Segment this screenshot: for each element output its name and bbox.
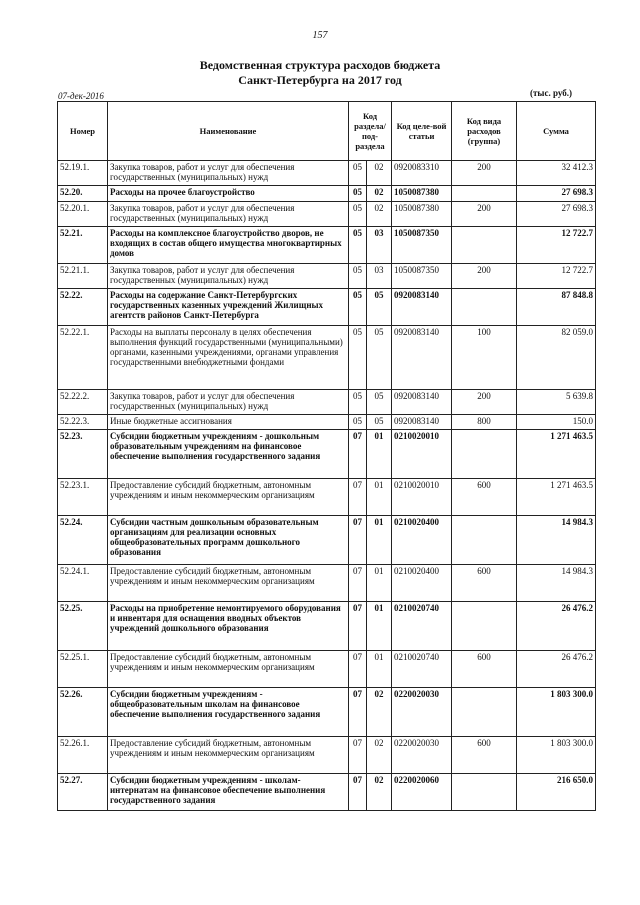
row-subsection: 05: [367, 289, 392, 326]
row-sum: 26 476.2: [517, 651, 596, 688]
row-expense-code: 600: [452, 565, 517, 602]
row-expense-code: [452, 774, 517, 811]
row-sum: 26 476.2: [517, 602, 596, 651]
row-target-code: 0210020010: [392, 430, 452, 479]
row-name: Расходы на комплексное благоустройство дворов, не входящих в состав общего имущества многоквартирных домов: [108, 227, 349, 264]
row-target-code: 0920083140: [392, 415, 452, 430]
row-subsection: 01: [367, 565, 392, 602]
row-target-code: 1050087380: [392, 186, 452, 202]
row-target-code: 0220020030: [392, 737, 452, 774]
row-section: 07: [349, 602, 367, 651]
row-expense-code: 200: [452, 264, 517, 289]
table-row: [58, 390, 596, 415]
row-subsection: 05: [367, 390, 392, 415]
row-number: 52.22.3.: [58, 415, 108, 430]
row-target-code: 0210020010: [392, 479, 452, 516]
table-row: [58, 688, 596, 737]
row-number: 52.24.1.: [58, 565, 108, 602]
row-name: Расходы на содержание Санкт-Петербургских государственных казенных учреждений Жилищных агентств районов Санкт-Петербурга: [108, 289, 349, 326]
row-number: 52.23.1.: [58, 479, 108, 516]
document-title: [0, 58, 640, 88]
row-number: 52.26.: [58, 688, 108, 737]
row-subsection: 01: [367, 602, 392, 651]
row-number: 52.22.: [58, 289, 108, 326]
row-expense-code: [452, 602, 517, 651]
table-row: [58, 602, 596, 651]
header-number: Номер: [58, 102, 108, 161]
row-subsection: 02: [367, 688, 392, 737]
row-section: 05: [349, 415, 367, 430]
row-sum: 150.0: [517, 415, 596, 430]
row-name: Расходы на приобретение немонтируемого оборудования и инвентаря для оснащения вводных объектов учреждений дошкольного образования: [108, 602, 349, 651]
header-target-code: Код целе-вой статьи: [392, 102, 452, 161]
row-section: 07: [349, 479, 367, 516]
row-subsection: 02: [367, 202, 392, 227]
row-sum: 12 722.7: [517, 227, 596, 264]
row-name: Закупка товаров, работ и услуг для обеспечения государственных (муниципальных) нужд: [108, 264, 349, 289]
row-section: 07: [349, 516, 367, 565]
row-name: Предоставление субсидий бюджетным, автономным учреждениям и иным некоммерческим организациям: [108, 479, 349, 516]
row-number: 52.20.: [58, 186, 108, 202]
row-number: 52.25.: [58, 602, 108, 651]
row-target-code: 0210020740: [392, 651, 452, 688]
row-target-code: 0210020740: [392, 602, 452, 651]
budget-table: [57, 101, 596, 811]
row-target-code: 0920083310: [392, 161, 452, 186]
row-target-code: 1050087350: [392, 264, 452, 289]
row-sum: 1 803 300.0: [517, 737, 596, 774]
row-expense-code: [452, 186, 517, 202]
table-row: [58, 202, 596, 227]
row-section: 05: [349, 264, 367, 289]
table-row: [58, 186, 596, 202]
table-row: [58, 516, 596, 565]
row-section: 07: [349, 774, 367, 811]
table-row: [58, 289, 596, 326]
row-name: Иные бюджетные ассигнования: [108, 415, 349, 430]
row-expense-code: 200: [452, 202, 517, 227]
table-row: [58, 774, 596, 811]
row-section: 05: [349, 202, 367, 227]
row-number: 52.25.1.: [58, 651, 108, 688]
table-row: [58, 415, 596, 430]
row-name: Предоставление субсидий бюджетным, автономным учреждениям и иным некоммерческим организациям: [108, 737, 349, 774]
row-expense-code: 600: [452, 737, 517, 774]
row-sum: 87 848.8: [517, 289, 596, 326]
row-expense-code: 100: [452, 326, 517, 390]
row-name: Предоставление субсидий бюджетным, автономным учреждениям и иным некоммерческим организациям: [108, 651, 349, 688]
row-sum: 14 984.3: [517, 565, 596, 602]
row-subsection: 01: [367, 430, 392, 479]
row-sum: 82 059.0: [517, 326, 596, 390]
document-date: 07-дек-2016: [58, 91, 104, 101]
row-number: 52.24.: [58, 516, 108, 565]
row-subsection: 02: [367, 774, 392, 811]
row-target-code: 1050087380: [392, 202, 452, 227]
row-name: Закупка товаров, работ и услуг для обеспечения государственных (муниципальных) нужд: [108, 161, 349, 186]
row-section: 05: [349, 289, 367, 326]
row-section: 05: [349, 326, 367, 390]
table-row: [58, 479, 596, 516]
row-name: Закупка товаров, работ и услуг для обеспечения государственных (муниципальных) нужд: [108, 390, 349, 415]
row-section: 07: [349, 430, 367, 479]
row-number: 52.21.1.: [58, 264, 108, 289]
row-number: 52.19.1.: [58, 161, 108, 186]
row-sum: 216 650.0: [517, 774, 596, 811]
page-number: 157: [312, 30, 328, 41]
row-section: 05: [349, 227, 367, 264]
row-target-code: 0920083140: [392, 289, 452, 326]
row-sum: 27 698.3: [517, 186, 596, 202]
table-row: [58, 737, 596, 774]
table-row: [58, 565, 596, 602]
row-target-code: 0220020030: [392, 688, 452, 737]
row-name: Субсидии бюджетным учреждениям - дошкольным образовательным учреждениям на финансовое обеспечение выполнения государственного задания: [108, 430, 349, 479]
row-section: 05: [349, 390, 367, 415]
row-expense-code: [452, 688, 517, 737]
row-section: 07: [349, 651, 367, 688]
row-section: 07: [349, 688, 367, 737]
title-line-1: Ведомственная структура расходов бюджета: [199, 58, 441, 72]
header-expense-code: Код вида расходов (группа): [452, 102, 517, 161]
row-section: 05: [349, 186, 367, 202]
row-sum: 1 271 463.5: [517, 430, 596, 479]
row-sum: 27 698.3: [517, 202, 596, 227]
row-target-code: 0920083140: [392, 326, 452, 390]
row-target-code: 0220020060: [392, 774, 452, 811]
row-target-code: 0920083140: [392, 390, 452, 415]
row-section: 07: [349, 737, 367, 774]
row-subsection: 03: [367, 227, 392, 264]
row-number: 52.22.2.: [58, 390, 108, 415]
row-expense-code: 200: [452, 161, 517, 186]
row-subsection: 02: [367, 161, 392, 186]
row-subsection: 05: [367, 326, 392, 390]
table-row: [58, 227, 596, 264]
row-sum: 1 803 300.0: [517, 688, 596, 737]
table-header-row: [58, 102, 596, 161]
header-name: Наименование: [108, 102, 349, 161]
row-number: 52.20.1.: [58, 202, 108, 227]
row-sum: 14 984.3: [517, 516, 596, 565]
row-target-code: 1050087350: [392, 227, 452, 264]
table-row: [58, 161, 596, 186]
row-sum: 32 412.3: [517, 161, 596, 186]
row-number: 52.26.1.: [58, 737, 108, 774]
table-row: [58, 430, 596, 479]
row-name: Субсидии бюджетным учреждениям - школам-интернатам на финансовое обеспечение выполнения государственного задания: [108, 774, 349, 811]
row-expense-code: 600: [452, 479, 517, 516]
row-subsection: 02: [367, 737, 392, 774]
row-sum: 12 722.7: [517, 264, 596, 289]
row-sum: 5 639.8: [517, 390, 596, 415]
row-number: 52.21.: [58, 227, 108, 264]
row-number: 52.22.1.: [58, 326, 108, 390]
row-target-code: 0210020400: [392, 565, 452, 602]
row-subsection: 01: [367, 516, 392, 565]
units-label: (тыс. руб.): [530, 88, 572, 98]
row-section: 05: [349, 161, 367, 186]
row-subsection: 03: [367, 264, 392, 289]
row-expense-code: 800: [452, 415, 517, 430]
row-subsection: 01: [367, 479, 392, 516]
title-line-2: Санкт-Петербурга на 2017 год: [238, 73, 402, 87]
row-section: 07: [349, 565, 367, 602]
row-subsection: 02: [367, 186, 392, 202]
row-name: Расходы на выплаты персоналу в целях обеспечения выполнения функций государственными (муниципальными) органами, казенными учреждениями, органами управления государственными внебюджетными фондами: [108, 326, 349, 390]
row-subsection: 05: [367, 415, 392, 430]
row-expense-code: 600: [452, 651, 517, 688]
header-sum: Сумма: [517, 102, 596, 161]
table-row: [58, 651, 596, 688]
row-name: Предоставление субсидий бюджетным, автономным учреждениям и иным некоммерческим организациям: [108, 565, 349, 602]
row-name: Субсидии частным дошкольным образовательным организациям для реализации основных общеобразовательных программ дошкольного образования: [108, 516, 349, 565]
table-row: [58, 326, 596, 390]
row-expense-code: [452, 289, 517, 326]
row-expense-code: [452, 430, 517, 479]
row-number: 52.23.: [58, 430, 108, 479]
row-subsection: 01: [367, 651, 392, 688]
row-target-code: 0210020400: [392, 516, 452, 565]
row-expense-code: [452, 227, 517, 264]
header-section-code: Код раздела/под-раздела: [349, 102, 392, 161]
row-name: Субсидии бюджетным учреждениям - общеобразовательным школам на финансовое обеспечение выполнения государственного задания: [108, 688, 349, 737]
row-expense-code: 200: [452, 390, 517, 415]
row-name: Расходы на прочее благоустройство: [108, 186, 349, 202]
row-name: Закупка товаров, работ и услуг для обеспечения государственных (муниципальных) нужд: [108, 202, 349, 227]
table-row: [58, 264, 596, 289]
row-sum: 1 271 463.5: [517, 479, 596, 516]
row-number: 52.27.: [58, 774, 108, 811]
table-body: [58, 161, 596, 811]
row-expense-code: [452, 516, 517, 565]
